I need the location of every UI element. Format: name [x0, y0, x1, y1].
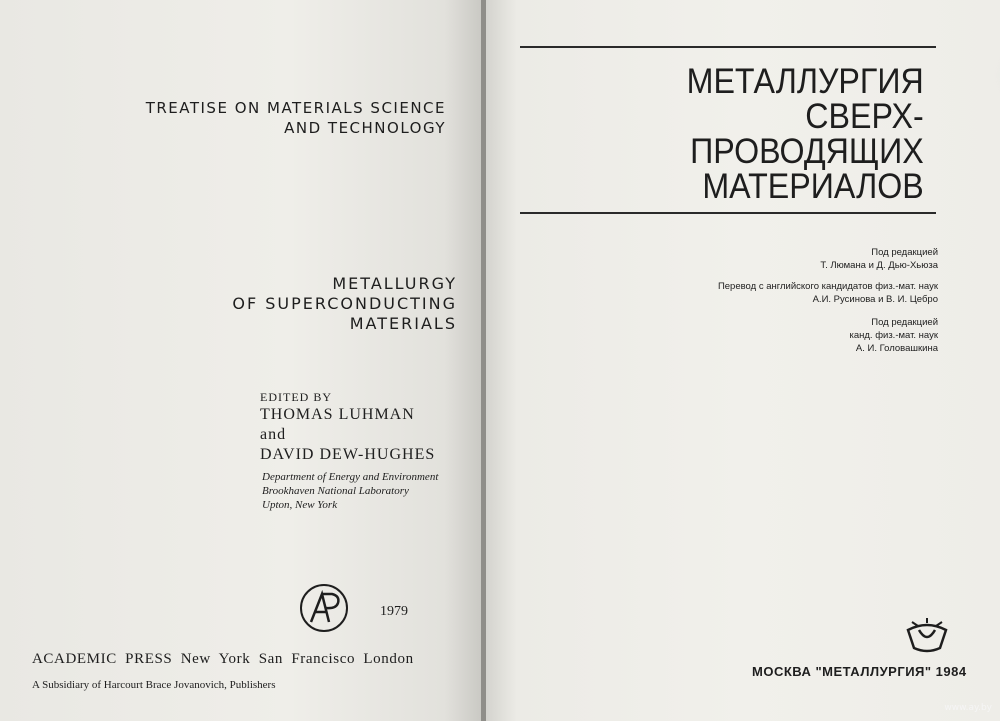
russian-title-line-2: СВЕРХ- [805, 97, 924, 136]
credits-block-3 [849, 316, 938, 355]
publisher: ACADEMIC PRESS New York San Francisco London [32, 651, 414, 667]
credit-line-1: Под редакцией [871, 247, 938, 258]
series-line-2: AND TECHNOLOGY [284, 119, 446, 137]
credit-line-7: А. И. Головашкина [855, 343, 938, 354]
top-rule [520, 46, 936, 48]
publication-year: 1979 [380, 604, 408, 619]
series-title [146, 98, 446, 138]
english-title-line-2: OF SUPERCONDUCTING [232, 294, 457, 313]
credit-line-2: Т. Люмана и Д. Дью-Хьюза [820, 260, 938, 271]
bottom-rule [520, 212, 936, 214]
russian-title [687, 64, 924, 204]
edited-by-label: EDITED BY [260, 390, 332, 404]
english-title-line-1: METALLURGY [332, 274, 457, 293]
russian-title-line-4: МАТЕРИАЛОВ [702, 167, 924, 206]
publisher-subsidiary: A Subsidiary of Harcourt Brace Jovanovich, Publishers [32, 679, 276, 691]
credit-line-6: канд. физ.-мат. наук [849, 330, 938, 341]
academic-press-logo-icon [302, 586, 346, 630]
credit-line-3: Перевод с английского кандидатов физ.-мат. наук [717, 281, 938, 292]
watermark: www.ay.by [944, 703, 992, 713]
left-page [0, 0, 483, 721]
editors-conjunction: and [260, 426, 287, 443]
series-line-1: TREATISE ON MATERIALS SCIENCE [145, 99, 446, 117]
credits-block-1 [820, 246, 938, 272]
editor-2: DAVID DEW-HUGHES [260, 446, 436, 463]
credit-line-4: А.И. Русинова и В. И. Цебро [812, 294, 938, 305]
academic-press-logo [300, 584, 348, 632]
right-page [486, 0, 1000, 721]
russian-title-line-3: ПРОВОДЯЩИХ [690, 132, 924, 171]
imprint: МОСКВА "МЕТАЛЛУРГИЯ" 1984 [752, 664, 967, 679]
english-title-line-3: MATERIALS [349, 314, 457, 333]
affiliation-line-1: Department of Energy and Environment [262, 471, 439, 483]
russian-title-line-1: МЕТАЛЛУРГИЯ [686, 62, 924, 101]
affiliation-line-2: Brookhaven National Laboratory [262, 485, 409, 497]
editor-1: THOMAS LUHMAN [260, 406, 415, 423]
editors [260, 405, 435, 465]
credit-line-5: Под редакцией [871, 317, 938, 328]
metallurgiya-logo-icon [904, 616, 950, 656]
english-title [232, 274, 457, 334]
credits-block-2 [718, 280, 938, 306]
affiliation [262, 470, 438, 512]
affiliation-line-3: Upton, New York [262, 499, 338, 511]
